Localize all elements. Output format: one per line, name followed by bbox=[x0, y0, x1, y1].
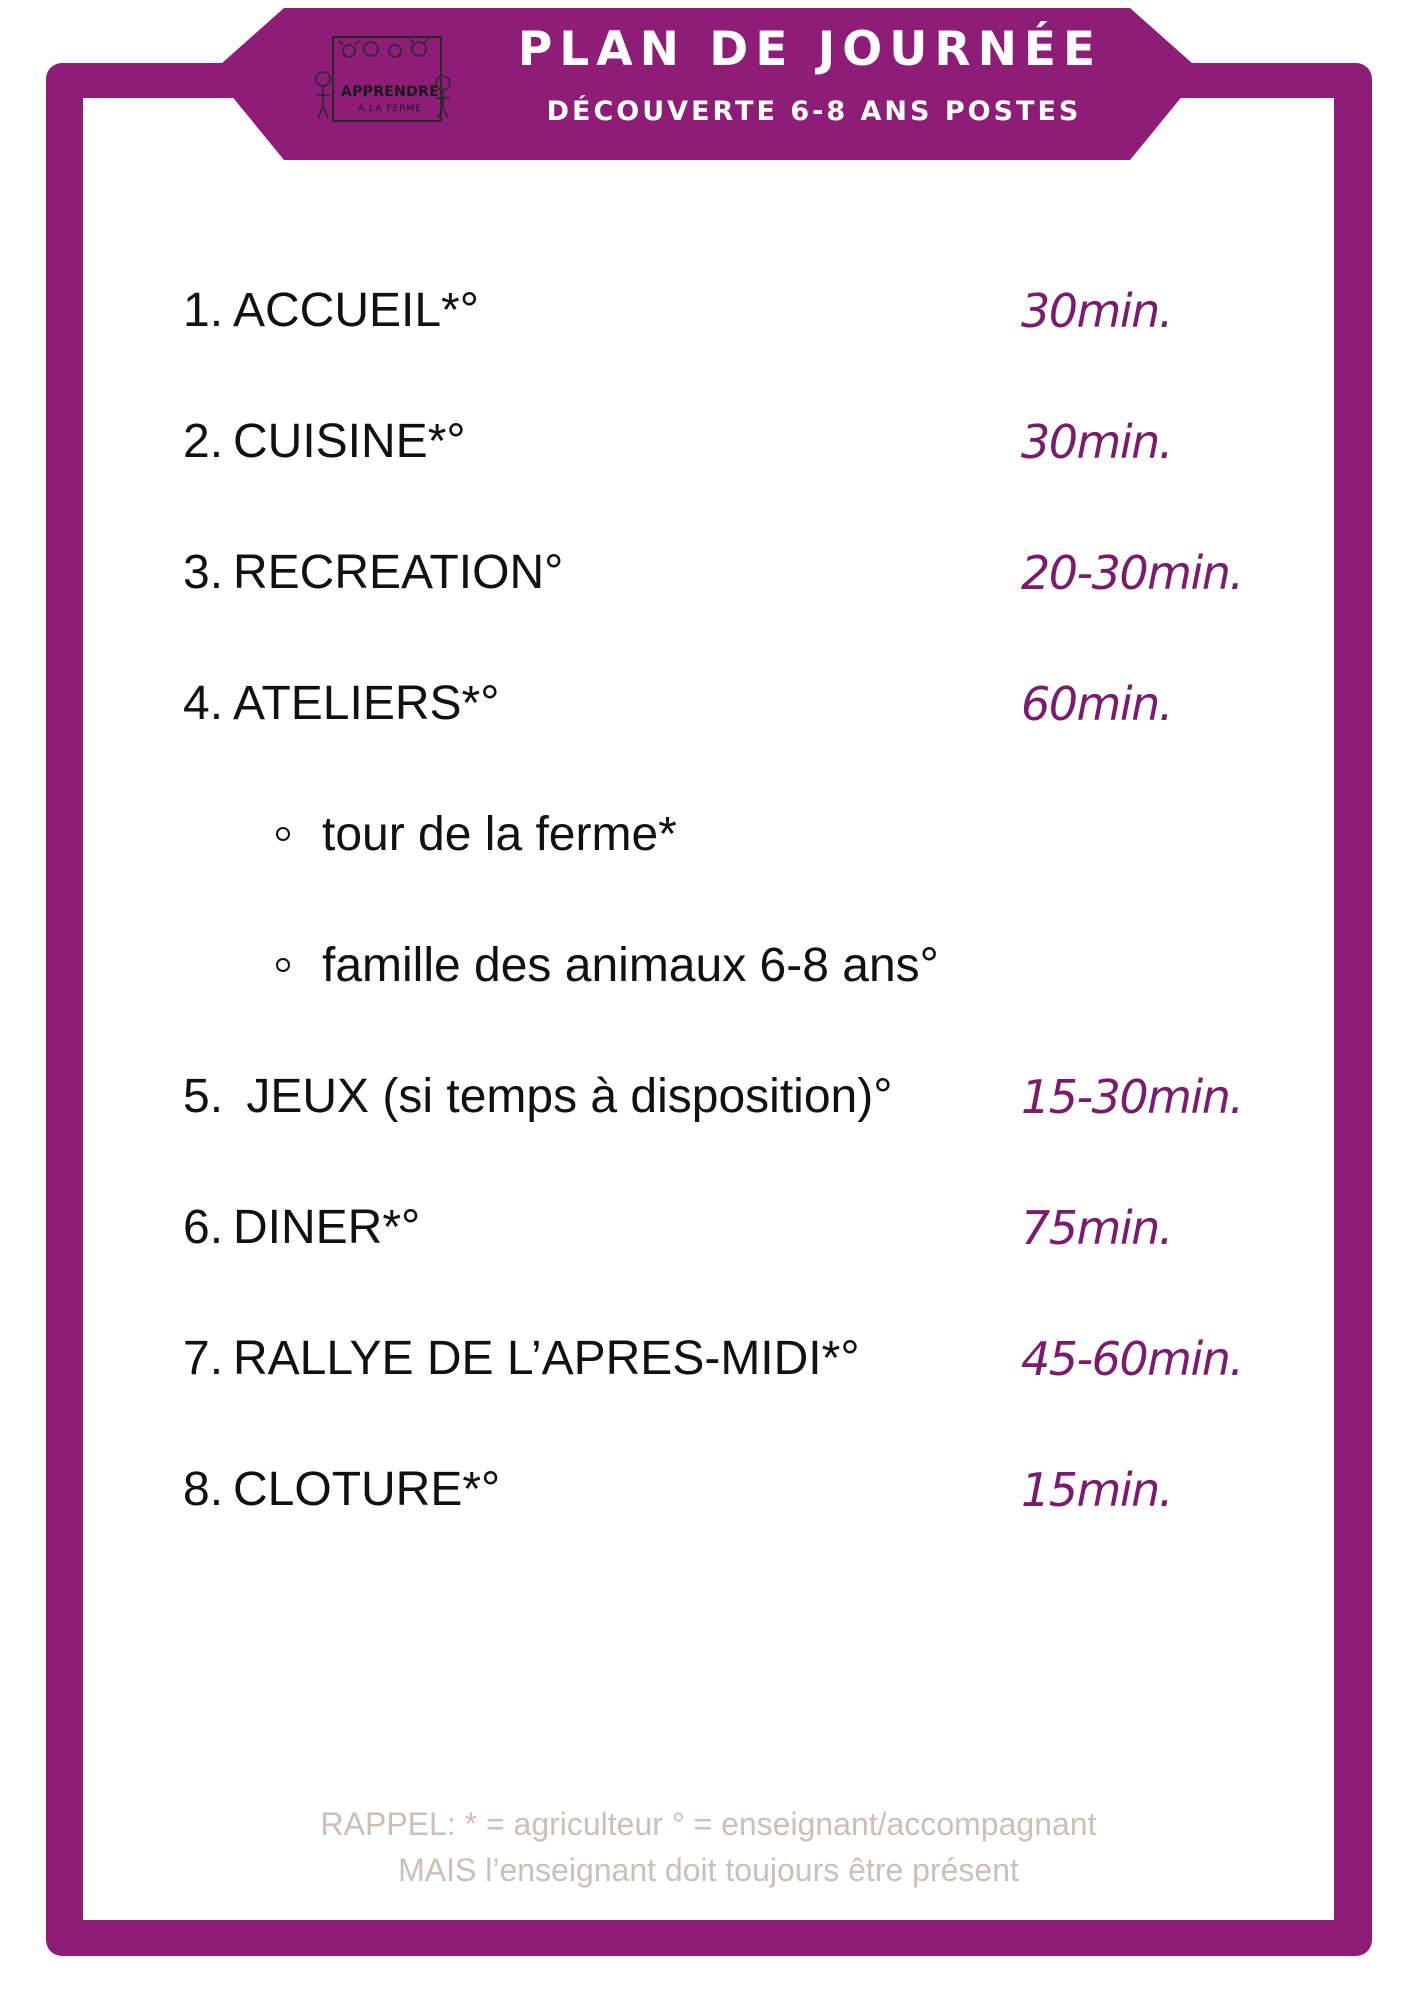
schedule-item bbox=[183, 1455, 1263, 1525]
item-duration: 30min. bbox=[1021, 415, 1172, 469]
footer-reminder: RAPPEL: * = agriculteur ° = enseignant/accompagnant bbox=[320, 1806, 1097, 1842]
item-duration: 30min. bbox=[1021, 284, 1172, 338]
schedule-item bbox=[183, 1324, 1263, 1394]
sub-item bbox=[274, 800, 1174, 870]
schedule-item bbox=[183, 276, 1263, 346]
sub-item-label: tour de la ferme* bbox=[322, 808, 677, 861]
logo-line-ferme: À LA FERME bbox=[358, 104, 422, 114]
sub-item bbox=[274, 931, 1174, 1001]
item-label: CLOTURE*° bbox=[233, 1463, 501, 1516]
circle-bullet-icon bbox=[276, 827, 290, 841]
item-duration: 15-30min. bbox=[1021, 1070, 1243, 1124]
schedule-item bbox=[183, 407, 1263, 477]
page-subtitle: DÉCOUVERTE 6-8 ANS POSTES bbox=[546, 96, 1082, 127]
item-label: JEUX (si temps à disposition)° bbox=[233, 1070, 893, 1123]
logo-line-apprendre: APPRENDRE bbox=[340, 84, 440, 100]
item-label: ATELIERS*° bbox=[233, 677, 500, 730]
item-number: 6. bbox=[183, 1201, 224, 1254]
item-duration: 75min. bbox=[1021, 1201, 1172, 1255]
footer-note: MAIS l’enseignant doit toujours être présent bbox=[398, 1852, 1019, 1888]
item-number: 4. bbox=[183, 677, 224, 730]
item-number: 1. bbox=[183, 284, 224, 337]
item-duration: 45-60min. bbox=[1021, 1332, 1243, 1386]
item-label: RALLYE DE L’APRES-MIDI*° bbox=[233, 1332, 860, 1385]
item-label: RECREATION° bbox=[233, 546, 564, 599]
item-label: CUISINE*° bbox=[233, 415, 466, 468]
schedule-item bbox=[183, 1193, 1263, 1263]
item-number: 7. bbox=[183, 1332, 224, 1385]
schedule-item bbox=[183, 1062, 1263, 1132]
page-title: PLAN DE JOURNÉE bbox=[517, 22, 1103, 77]
item-label: ACCUEIL*° bbox=[233, 284, 479, 337]
schedule-item bbox=[183, 669, 1263, 739]
item-number: 8. bbox=[183, 1463, 224, 1516]
item-label: DINER*° bbox=[233, 1201, 421, 1254]
item-duration: 20-30min. bbox=[1021, 546, 1243, 600]
circle-bullet-icon bbox=[276, 958, 290, 972]
item-duration: 15min. bbox=[1021, 1463, 1172, 1517]
schedule-item bbox=[183, 538, 1263, 608]
item-number: 2. bbox=[183, 415, 224, 468]
content-sheet bbox=[83, 98, 1334, 1920]
item-duration: 60min. bbox=[1021, 677, 1172, 731]
item-number: 5. bbox=[183, 1070, 224, 1123]
sub-item-label: famille des animaux 6-8 ans° bbox=[322, 939, 939, 992]
item-number: 3. bbox=[183, 546, 224, 599]
